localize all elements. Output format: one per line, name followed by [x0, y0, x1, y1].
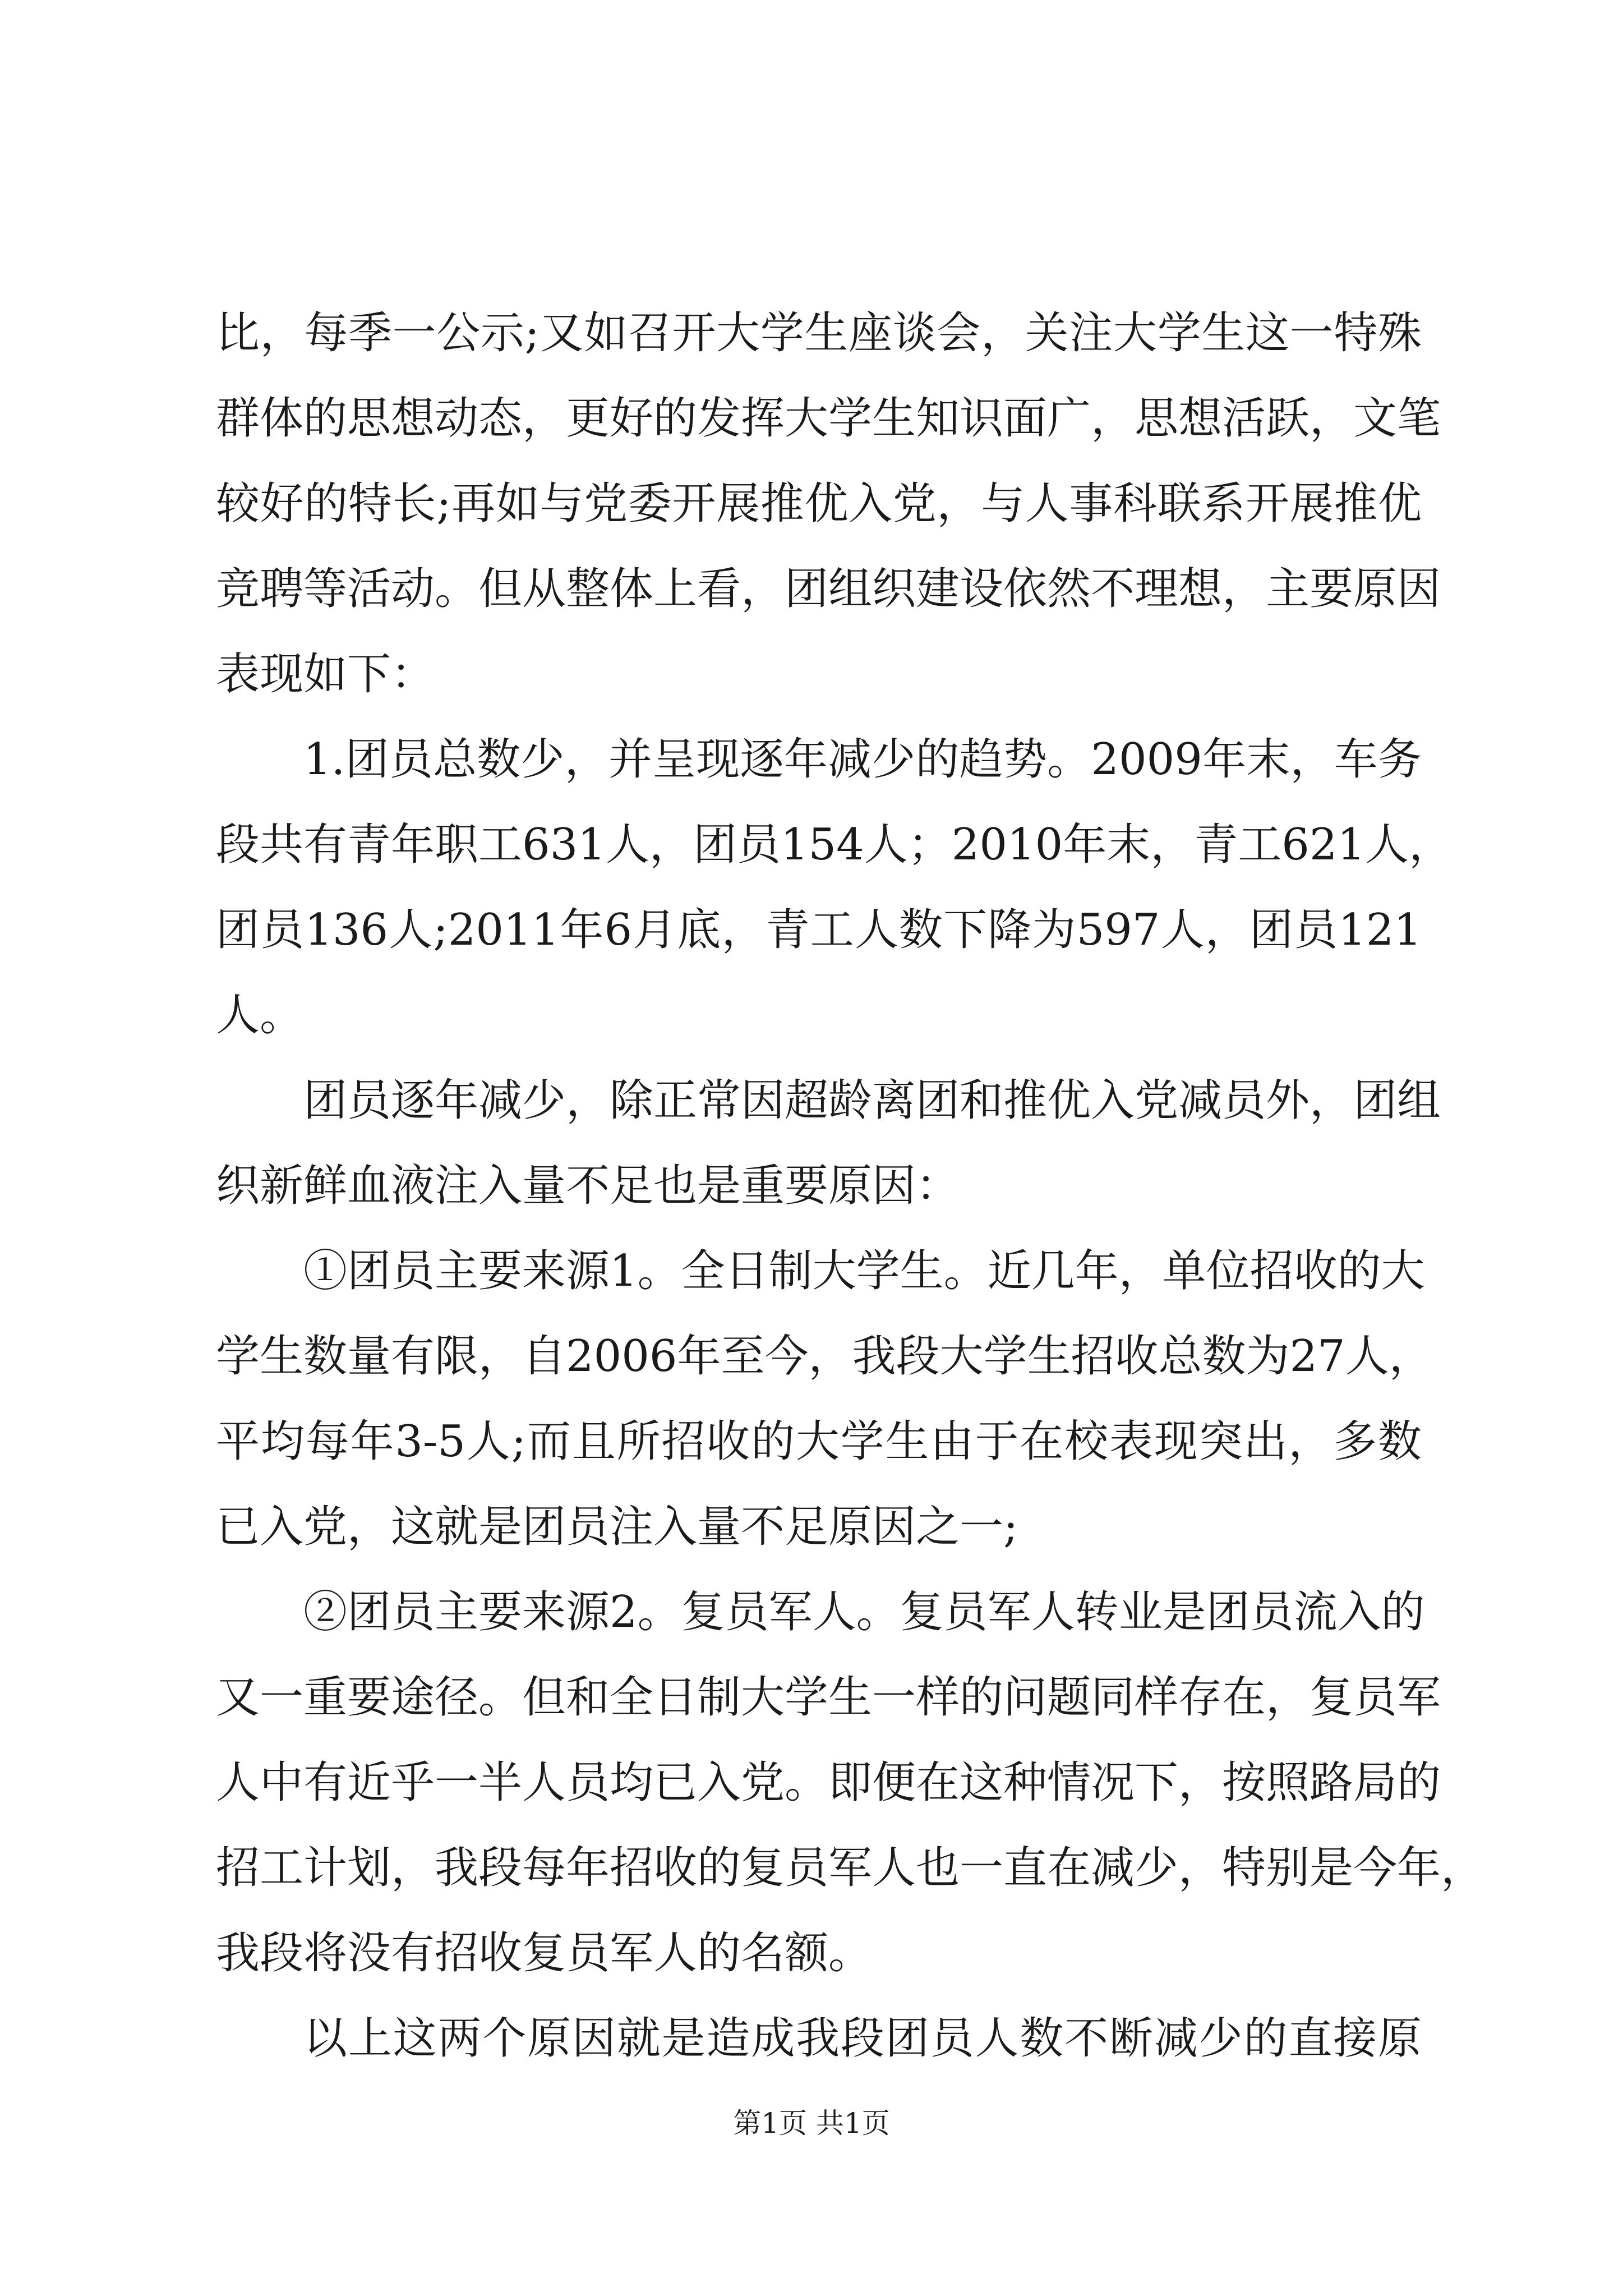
text-line: 已入党，这就是团员注入量不足原因之一;: [216, 1502, 1018, 1552]
text-line: 织新鲜血液注入量不足也是重要原因：: [216, 1161, 960, 1211]
document-body: [216, 291, 1485, 2081]
text-line: 群体的思想动态，更好的发挥大学生知识面广，思想活跃，文笔: [216, 393, 1441, 444]
text-line: 段共有青年职工631人，团员154人；2010年末，青工621人，: [216, 820, 1453, 870]
text-line: 人。: [216, 990, 304, 1041]
text-line: 又一重要途径。但和全日制大学生一样的问题同样存在，复员军: [216, 1672, 1441, 1723]
text-line: 1.团员总数少，并呈现逐年减少的趋势。2009年末，车务: [303, 734, 1422, 785]
text-line: 表现如下：: [216, 649, 435, 700]
text-line: 竞聘等活动。但从整体上看，团组织建设依然不理想，主要原因: [216, 564, 1441, 614]
text-line: 我段将没有招收复员军人的名额。: [216, 1928, 873, 1978]
page-number-footer: 第1页 共1页: [733, 2107, 890, 2139]
text-line: ①团员主要来源1。全日制大学生。近几年，单位招收的大: [303, 1246, 1425, 1296]
text-line: 学生数量有限，自2006年至今，我段大学生招收总数为27人，: [216, 1331, 1433, 1382]
text-line: 平均每年3-5人;而且所招收的大学生由于在校表现突出，多数: [216, 1416, 1422, 1467]
text-line: 以上这两个原因就是造成我段团员人数不断减少的直接原: [303, 2013, 1422, 2064]
text-line: 人中有近乎一半人员均已入党。即便在这种情况下，按照路局的: [216, 1757, 1441, 1808]
text-line: ②团员主要来源2。复员军人。复员军人转业是团员流入的: [303, 1587, 1425, 1637]
text-line: 比，每季一公示;又如召开大学生座谈会，关注大学生这一特殊: [216, 308, 1422, 358]
text-line: 团员逐年减少，除正常因超龄离团和推优入党减员外，团组: [303, 1075, 1441, 1126]
text-line: 招工计划，我段每年招收的复员军人也一直在减少，特别是今年，: [216, 1843, 1485, 1893]
text-line: 较好的特长;再如与党委开展推优入党，与人事科联系开展推优: [216, 478, 1422, 529]
text-line: 团员136人;2011年6月底，青工人数下降为597人，团员121: [216, 905, 1422, 955]
